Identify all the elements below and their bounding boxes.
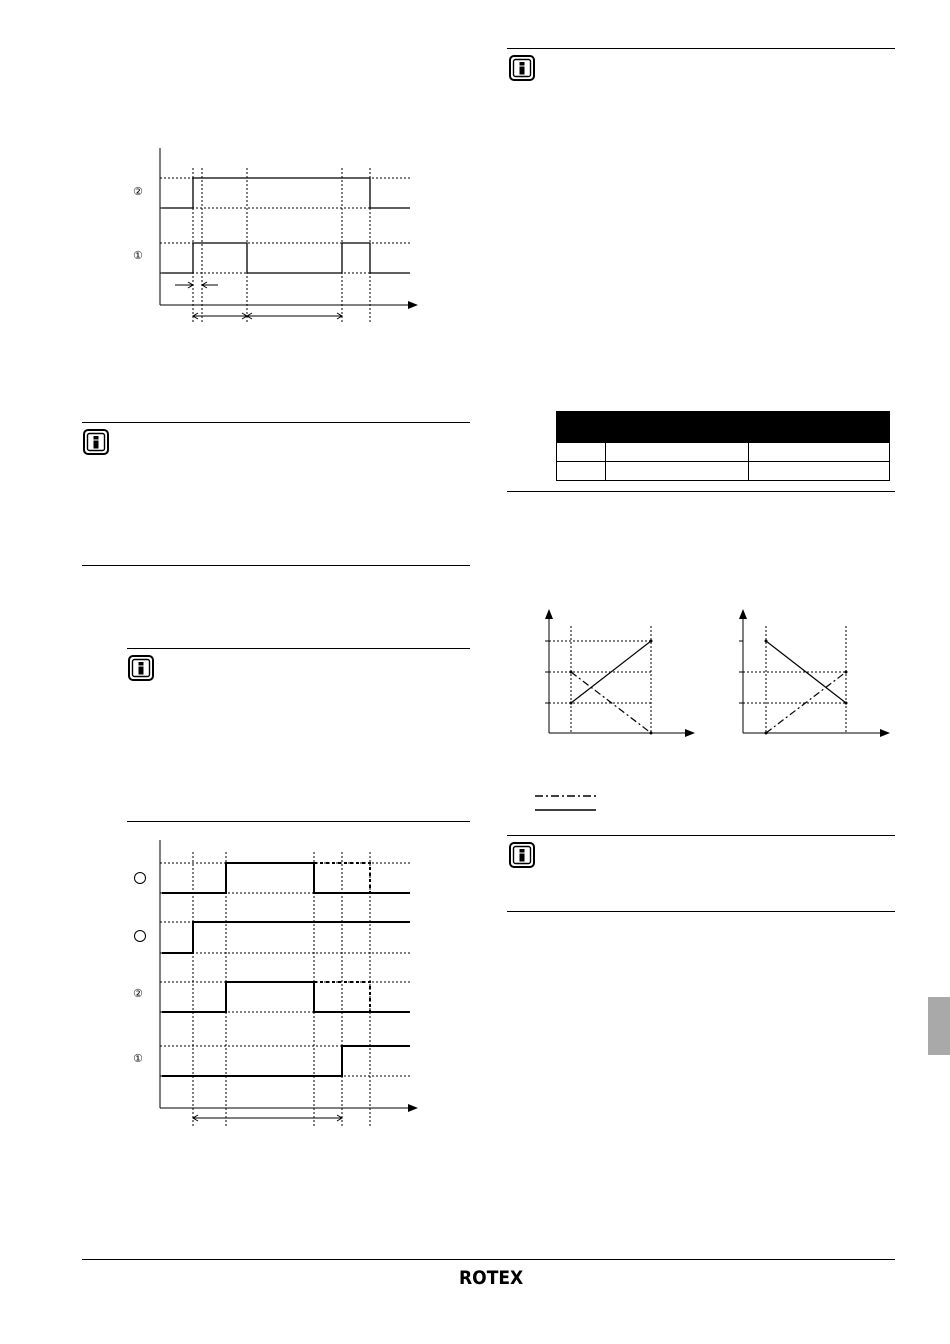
- brand-logo: ROTEX: [459, 1267, 524, 1289]
- marker-1: ①: [133, 249, 143, 262]
- marker-2: ②: [133, 185, 143, 198]
- info-icon: [509, 842, 535, 868]
- note-top-rule: [507, 835, 895, 836]
- note-bottom-rule: [507, 911, 895, 912]
- footer-rule: [82, 1259, 895, 1260]
- marker-2: ②: [133, 987, 143, 1000]
- chapter-side-tab: [928, 997, 950, 1055]
- marker-1: ①: [133, 1052, 143, 1065]
